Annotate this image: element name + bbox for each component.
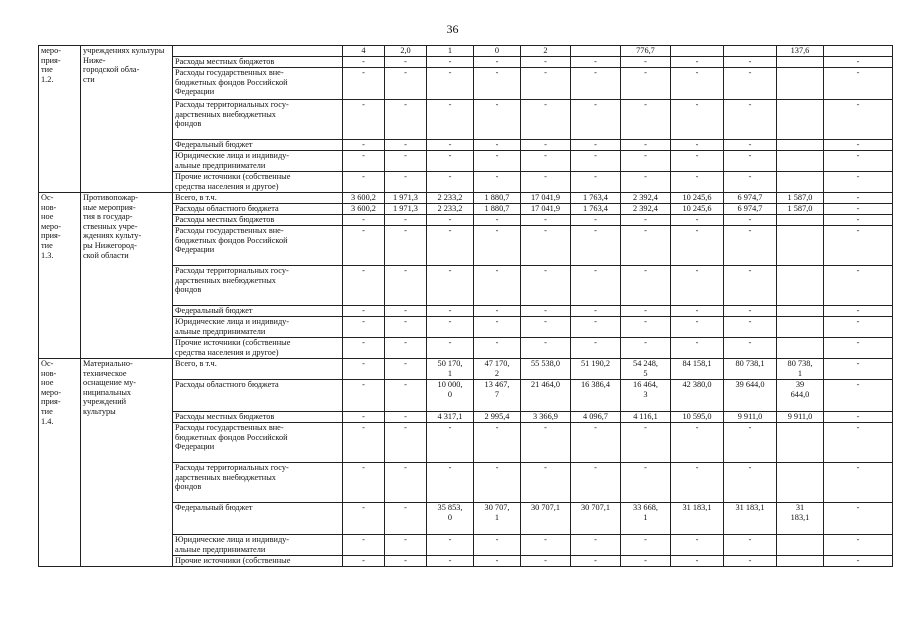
value-cell: - <box>427 535 474 556</box>
value-cell: - <box>824 266 893 306</box>
value-cell: 17 041,9 <box>521 193 571 204</box>
value-cell <box>777 306 824 317</box>
value-cell: - <box>671 215 724 226</box>
value-cell: - <box>343 503 385 535</box>
funding-source-cell: Расходы государственных вне- бюджетных фондов Российской Федерации <box>173 68 343 100</box>
value-cell <box>777 172 824 193</box>
value-cell: - <box>343 412 385 423</box>
value-cell <box>777 556 824 567</box>
value-cell: - <box>474 317 521 338</box>
value-cell: - <box>571 463 621 503</box>
activity-name-cell: Материально- техническое оснащение му- ниципальных учреждений культуры <box>81 359 173 567</box>
value-cell: - <box>427 306 474 317</box>
value-cell: - <box>671 556 724 567</box>
value-cell: 17 041,9 <box>521 204 571 215</box>
value-cell: 10 245,6 <box>671 204 724 215</box>
value-cell: - <box>474 226 521 266</box>
value-cell: - <box>427 68 474 100</box>
value-cell: - <box>474 306 521 317</box>
value-cell: - <box>474 556 521 567</box>
value-cell: - <box>474 463 521 503</box>
value-cell <box>824 46 893 57</box>
value-cell: - <box>621 423 671 463</box>
value-cell: - <box>343 140 385 151</box>
value-cell: 54 248, 5 <box>621 359 671 380</box>
value-cell: - <box>343 306 385 317</box>
value-cell: - <box>385 359 427 380</box>
value-cell: - <box>621 140 671 151</box>
value-cell: - <box>824 226 893 266</box>
value-cell: - <box>824 503 893 535</box>
value-cell: - <box>521 151 571 172</box>
value-cell: - <box>671 151 724 172</box>
value-cell: - <box>474 151 521 172</box>
value-cell: - <box>385 380 427 412</box>
value-cell: - <box>385 423 427 463</box>
value-cell: - <box>427 226 474 266</box>
value-cell: - <box>343 535 385 556</box>
value-cell: - <box>343 359 385 380</box>
value-cell <box>777 100 824 140</box>
value-cell: - <box>385 306 427 317</box>
value-cell: 16 386,4 <box>571 380 621 412</box>
table-row <box>39 359 893 380</box>
value-cell: - <box>621 338 671 359</box>
value-cell: - <box>571 68 621 100</box>
funding-source-cell: Расходы областного бюджета <box>173 380 343 412</box>
value-cell: 31 183,1 <box>777 503 824 535</box>
value-cell: - <box>724 266 777 306</box>
value-cell: 10 245,6 <box>671 193 724 204</box>
value-cell <box>724 46 777 57</box>
value-cell: - <box>724 423 777 463</box>
value-cell: - <box>621 226 671 266</box>
value-cell: 4 116,1 <box>621 412 671 423</box>
value-cell: - <box>343 57 385 68</box>
value-cell: - <box>824 57 893 68</box>
value-cell: - <box>343 172 385 193</box>
value-cell: 2,0 <box>385 46 427 57</box>
funding-source-cell: Прочие источники (собственные <box>173 556 343 567</box>
value-cell: - <box>521 172 571 193</box>
value-cell: - <box>343 100 385 140</box>
value-cell: - <box>571 266 621 306</box>
value-cell: 39 644,0 <box>724 380 777 412</box>
funding-source-cell: Расходы областного бюджета <box>173 204 343 215</box>
value-cell: - <box>521 100 571 140</box>
value-cell: - <box>427 140 474 151</box>
value-cell: - <box>427 317 474 338</box>
value-cell: - <box>343 266 385 306</box>
value-cell: - <box>571 57 621 68</box>
value-cell: - <box>427 100 474 140</box>
value-cell: 33 668, 1 <box>621 503 671 535</box>
value-cell: - <box>385 535 427 556</box>
value-cell: - <box>824 463 893 503</box>
value-cell: 6 974,7 <box>724 204 777 215</box>
funding-source-cell: Расходы территориальных госу- дарственных внебюджетных фондов <box>173 100 343 140</box>
value-cell: - <box>824 556 893 567</box>
value-cell: 1 587,0 <box>777 193 824 204</box>
value-cell: - <box>343 380 385 412</box>
value-cell: 13 467, 7 <box>474 380 521 412</box>
value-cell: - <box>824 306 893 317</box>
value-cell: - <box>343 556 385 567</box>
value-cell: - <box>724 140 777 151</box>
value-cell: - <box>385 317 427 338</box>
table-row <box>39 46 893 57</box>
value-cell: - <box>571 306 621 317</box>
funding-source-cell: Всего, в т.ч. <box>173 359 343 380</box>
value-cell <box>777 57 824 68</box>
value-cell: 9 911,0 <box>777 412 824 423</box>
value-cell: - <box>571 140 621 151</box>
value-cell <box>777 151 824 172</box>
value-cell: - <box>385 57 427 68</box>
value-cell: 35 853, 0 <box>427 503 474 535</box>
value-cell: - <box>724 68 777 100</box>
funding-source-cell: Федеральный бюджет <box>173 503 343 535</box>
value-cell: 776,7 <box>621 46 671 57</box>
value-cell: - <box>474 140 521 151</box>
value-cell: 30 707,1 <box>521 503 571 535</box>
value-cell: - <box>343 226 385 266</box>
value-cell: - <box>621 100 671 140</box>
value-cell: - <box>621 68 671 100</box>
value-cell: - <box>824 338 893 359</box>
value-cell: 2 233,2 <box>427 204 474 215</box>
budget-table <box>38 45 893 567</box>
value-cell: - <box>671 172 724 193</box>
value-cell: 9 911,0 <box>724 412 777 423</box>
value-cell: - <box>724 215 777 226</box>
activity-cell: меро- прия- тие 1.2. <box>39 46 81 193</box>
value-cell: - <box>521 140 571 151</box>
value-cell: 30 707,1 <box>571 503 621 535</box>
value-cell: - <box>474 172 521 193</box>
funding-source-cell: Расходы местных бюджетов <box>173 57 343 68</box>
value-cell: - <box>521 338 571 359</box>
value-cell: - <box>474 338 521 359</box>
funding-source-cell: Федеральный бюджет <box>173 140 343 151</box>
value-cell: 137,6 <box>777 46 824 57</box>
value-cell <box>777 266 824 306</box>
value-cell <box>777 68 824 100</box>
value-cell: - <box>621 151 671 172</box>
value-cell: 31 183,1 <box>724 503 777 535</box>
value-cell: - <box>385 338 427 359</box>
value-cell: - <box>724 317 777 338</box>
value-cell: - <box>671 68 724 100</box>
activity-name-cell: Противопожар- ные мероприя- тия в государ- ственных учре- ждениях культу- ры Нижегород- ской области <box>81 193 173 359</box>
value-cell: - <box>724 463 777 503</box>
value-cell: - <box>671 266 724 306</box>
value-cell: 1 763,4 <box>571 193 621 204</box>
value-cell: - <box>724 57 777 68</box>
value-cell: 2 995,4 <box>474 412 521 423</box>
funding-source-cell: Юридические лица и индивиду- альные предприниматели <box>173 535 343 556</box>
value-cell: - <box>824 359 893 380</box>
value-cell <box>777 140 824 151</box>
value-cell: 3 600,2 <box>343 193 385 204</box>
value-cell: - <box>521 306 571 317</box>
value-cell: - <box>343 338 385 359</box>
value-cell: 2 <box>521 46 571 57</box>
value-cell: - <box>571 215 621 226</box>
value-cell <box>671 46 724 57</box>
funding-source-cell: Расходы государственных вне- бюджетных фондов Российской Федерации <box>173 423 343 463</box>
value-cell: - <box>343 68 385 100</box>
value-cell: - <box>521 317 571 338</box>
value-cell: - <box>571 100 621 140</box>
value-cell: - <box>474 266 521 306</box>
value-cell: - <box>824 215 893 226</box>
value-cell <box>777 535 824 556</box>
value-cell: 30 707, 1 <box>474 503 521 535</box>
value-cell: 2 392,4 <box>621 193 671 204</box>
value-cell: 10 595,0 <box>671 412 724 423</box>
value-cell: - <box>385 412 427 423</box>
value-cell: - <box>724 172 777 193</box>
value-cell: - <box>521 266 571 306</box>
value-cell: 80 738, 1 <box>777 359 824 380</box>
funding-source-cell: Юридические лица и индивиду- альные предприниматели <box>173 151 343 172</box>
value-cell: - <box>621 57 671 68</box>
funding-source-cell: Всего, в т.ч. <box>173 193 343 204</box>
value-cell: - <box>671 317 724 338</box>
value-cell: - <box>385 140 427 151</box>
value-cell <box>777 215 824 226</box>
value-cell: - <box>427 556 474 567</box>
funding-source-cell: Федеральный бюджет <box>173 306 343 317</box>
value-cell: - <box>571 423 621 463</box>
value-cell: - <box>824 193 893 204</box>
value-cell: - <box>427 151 474 172</box>
value-cell: 1 971,3 <box>385 193 427 204</box>
value-cell: - <box>824 317 893 338</box>
value-cell: - <box>427 172 474 193</box>
value-cell: 50 170, 1 <box>427 359 474 380</box>
value-cell <box>777 317 824 338</box>
value-cell: - <box>521 535 571 556</box>
value-cell: - <box>671 306 724 317</box>
page-number: 36 <box>446 22 459 36</box>
value-cell: - <box>427 463 474 503</box>
value-cell: 16 464, 3 <box>621 380 671 412</box>
activity-cell: Ос- нов- ное меро- прия- тие 1.3. <box>39 193 81 359</box>
value-cell: - <box>427 338 474 359</box>
value-cell: 3 600,2 <box>343 204 385 215</box>
value-cell: 4 <box>343 46 385 57</box>
value-cell: - <box>571 151 621 172</box>
value-cell: 10 000, 0 <box>427 380 474 412</box>
value-cell: - <box>385 100 427 140</box>
value-cell: - <box>427 57 474 68</box>
value-cell: - <box>571 535 621 556</box>
value-cell: - <box>343 423 385 463</box>
value-cell: - <box>343 215 385 226</box>
value-cell: - <box>571 338 621 359</box>
value-cell: - <box>521 68 571 100</box>
value-cell: 42 380,0 <box>671 380 724 412</box>
value-cell: 6 974,7 <box>724 193 777 204</box>
value-cell: - <box>521 215 571 226</box>
value-cell: - <box>343 151 385 172</box>
value-cell: - <box>343 317 385 338</box>
value-cell: - <box>671 226 724 266</box>
value-cell: 1 880,7 <box>474 193 521 204</box>
value-cell: - <box>385 226 427 266</box>
value-cell: - <box>671 100 724 140</box>
value-cell: - <box>621 172 671 193</box>
funding-source-cell: Расходы территориальных госу- дарственных внебюджетных фондов <box>173 266 343 306</box>
funding-source-cell: Прочие источники (собственные средства населения и другое) <box>173 172 343 193</box>
value-cell: - <box>824 172 893 193</box>
value-cell: 1 880,7 <box>474 204 521 215</box>
value-cell: - <box>621 463 671 503</box>
value-cell: - <box>521 423 571 463</box>
value-cell: - <box>385 266 427 306</box>
value-cell: 47 170, 2 <box>474 359 521 380</box>
value-cell: - <box>824 151 893 172</box>
value-cell <box>571 46 621 57</box>
value-cell: - <box>621 215 671 226</box>
value-cell: - <box>724 535 777 556</box>
value-cell: - <box>824 535 893 556</box>
value-cell: - <box>571 556 621 567</box>
value-cell: 39 644,0 <box>777 380 824 412</box>
value-cell: - <box>724 556 777 567</box>
value-cell: - <box>385 463 427 503</box>
value-cell: - <box>621 556 671 567</box>
value-cell: - <box>671 463 724 503</box>
value-cell: - <box>385 215 427 226</box>
value-cell: - <box>385 556 427 567</box>
value-cell: - <box>671 535 724 556</box>
value-cell: - <box>824 423 893 463</box>
value-cell: - <box>724 100 777 140</box>
value-cell: - <box>474 423 521 463</box>
activity-cell: Ос- нов- ное меро- прия- тие 1.4. <box>39 359 81 567</box>
value-cell: - <box>724 226 777 266</box>
value-cell: - <box>621 266 671 306</box>
value-cell: - <box>671 140 724 151</box>
value-cell: - <box>724 338 777 359</box>
funding-source-cell: Расходы государственных вне- бюджетных фондов Российской Федерации <box>173 226 343 266</box>
value-cell: - <box>621 306 671 317</box>
value-cell: 1 763,4 <box>571 204 621 215</box>
value-cell: - <box>824 140 893 151</box>
value-cell: - <box>474 68 521 100</box>
value-cell: - <box>824 204 893 215</box>
value-cell: - <box>671 423 724 463</box>
value-cell: - <box>724 151 777 172</box>
value-cell: 21 464,0 <box>521 380 571 412</box>
value-cell: - <box>474 215 521 226</box>
value-cell: - <box>385 503 427 535</box>
value-cell <box>777 338 824 359</box>
value-cell: - <box>724 306 777 317</box>
value-cell: - <box>824 100 893 140</box>
value-cell: 55 538,0 <box>521 359 571 380</box>
value-cell: 1 587,0 <box>777 204 824 215</box>
value-cell: 2 392,4 <box>621 204 671 215</box>
value-cell: - <box>621 535 671 556</box>
value-cell: - <box>385 68 427 100</box>
value-cell: 4 096,7 <box>571 412 621 423</box>
value-cell <box>777 226 824 266</box>
value-cell: - <box>521 226 571 266</box>
value-cell: - <box>427 215 474 226</box>
value-cell: - <box>671 57 724 68</box>
funding-source-cell: Расходы местных бюджетов <box>173 215 343 226</box>
value-cell: - <box>521 463 571 503</box>
funding-source-cell: Юридические лица и индивиду- альные предприниматели <box>173 317 343 338</box>
value-cell: - <box>343 463 385 503</box>
value-cell: 2 233,2 <box>427 193 474 204</box>
value-cell <box>777 463 824 503</box>
value-cell: - <box>824 68 893 100</box>
value-cell: - <box>571 172 621 193</box>
value-cell: 3 366,9 <box>521 412 571 423</box>
value-cell: - <box>521 556 571 567</box>
value-cell: 80 738,1 <box>724 359 777 380</box>
value-cell: - <box>824 412 893 423</box>
value-cell: 0 <box>474 46 521 57</box>
value-cell: 51 190,2 <box>571 359 621 380</box>
value-cell: - <box>824 380 893 412</box>
value-cell: - <box>385 172 427 193</box>
value-cell: - <box>671 338 724 359</box>
activity-name-cell: учреждениях культуры Ниже- городской обла- сти <box>81 46 173 193</box>
value-cell: - <box>621 317 671 338</box>
value-cell: 1 <box>427 46 474 57</box>
value-cell: - <box>474 100 521 140</box>
funding-source-cell: Расходы территориальных госу- дарственных внебюджетных фондов <box>173 463 343 503</box>
value-cell: - <box>571 317 621 338</box>
value-cell: 84 158,1 <box>671 359 724 380</box>
funding-source-cell <box>173 46 343 57</box>
value-cell: - <box>427 423 474 463</box>
value-cell: 31 183,1 <box>671 503 724 535</box>
funding-source-cell: Расходы местных бюджетов <box>173 412 343 423</box>
value-cell: - <box>571 226 621 266</box>
value-cell <box>777 423 824 463</box>
value-cell: 1 971,3 <box>385 204 427 215</box>
value-cell: - <box>474 57 521 68</box>
table-row <box>39 193 893 204</box>
value-cell: 4 317,1 <box>427 412 474 423</box>
value-cell: - <box>427 266 474 306</box>
value-cell: - <box>474 535 521 556</box>
funding-source-cell: Прочие источники (собственные средства населения и другое) <box>173 338 343 359</box>
value-cell: - <box>385 151 427 172</box>
value-cell: - <box>521 57 571 68</box>
